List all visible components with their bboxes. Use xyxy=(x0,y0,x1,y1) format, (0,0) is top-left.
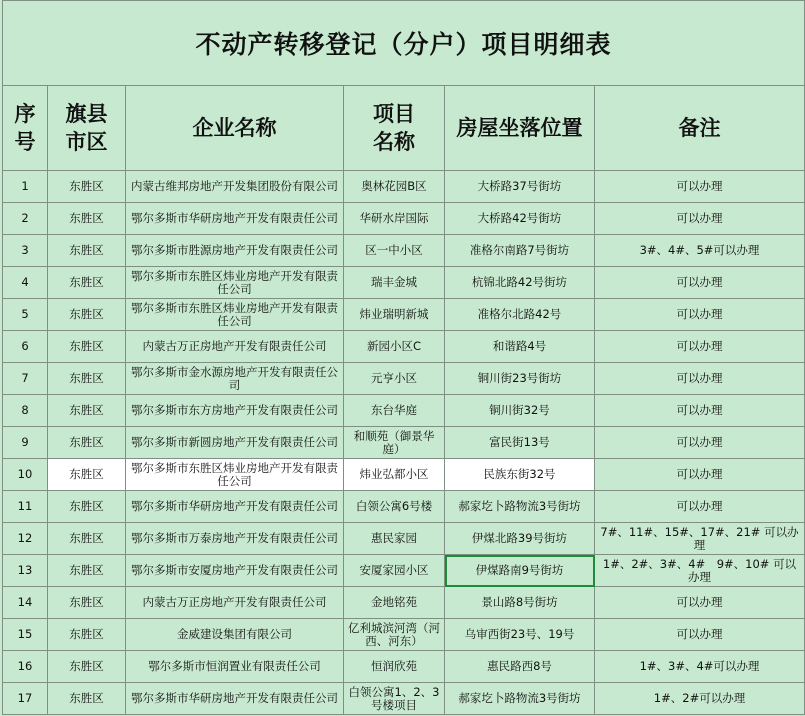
cell-district[interactable]: 东胜区 xyxy=(48,587,126,619)
table-row xyxy=(3,587,805,619)
cell-location-selected[interactable]: 伊煤路南9号街坊 xyxy=(445,555,595,587)
cell-project[interactable]: 亿利城滨河湾（河西、河东） xyxy=(344,619,445,651)
cell-project[interactable]: 白领公寓6号楼 xyxy=(344,491,445,523)
cell-no[interactable]: 11 xyxy=(3,491,48,523)
cell-location[interactable]: 大桥路37号街坊 xyxy=(445,171,595,203)
cell-location[interactable]: 乌审西街23号、19号 xyxy=(445,619,595,651)
cell-project[interactable]: 炜业瑞明新城 xyxy=(344,299,445,331)
cell-project[interactable]: 恒润欣苑 xyxy=(344,651,445,683)
header-project[interactable] xyxy=(344,86,445,171)
cell-remark[interactable]: 可以办理 xyxy=(595,363,805,395)
cell-project[interactable]: 安厦家园小区 xyxy=(344,555,445,587)
cell-remark[interactable]: 可以办理 xyxy=(595,587,805,619)
header-company-label: 企业名称 xyxy=(192,116,277,140)
cell-location[interactable]: 铜川街23号街坊 xyxy=(445,363,595,395)
cell-remark[interactable]: 可以办理 xyxy=(595,299,805,331)
cell-district[interactable]: 东胜区 xyxy=(48,395,126,427)
cell-no[interactable]: 16 xyxy=(3,651,48,683)
cell-remark[interactable]: 可以办理 xyxy=(595,267,805,299)
cell-project[interactable]: 区一中小区 xyxy=(344,235,445,267)
cell-no[interactable]: 7 xyxy=(3,363,48,395)
table-row xyxy=(3,619,805,651)
cell-remark[interactable]: 1#、2#可以办理 xyxy=(595,683,805,715)
cell-company[interactable]: 鄂尔多斯市东胜区炜业房地产开发有限责任公司 xyxy=(126,459,344,491)
cell-company[interactable]: 鄂尔多斯市华研房地产开发有限责任公司 xyxy=(126,491,344,523)
cell-no[interactable]: 9 xyxy=(3,427,48,459)
cell-company[interactable]: 鄂尔多斯市安厦房地产开发有限责任公司 xyxy=(126,555,344,587)
header-remark[interactable] xyxy=(595,86,805,171)
cell-company[interactable]: 内蒙古维邦房地产开发集团股份有限公司 xyxy=(126,171,344,203)
cell-company[interactable]: 鄂尔多斯市金水源房地产开发有限责任公司 xyxy=(126,363,344,395)
cell-location[interactable]: 伊煤北路39号街坊 xyxy=(445,523,595,555)
cell-company[interactable]: 鄂尔多斯市东胜区炜业房地产开发有限责任公司 xyxy=(126,267,344,299)
cell-project[interactable]: 元亨小区 xyxy=(344,363,445,395)
cell-remark[interactable]: 可以办理 xyxy=(595,331,805,363)
cell-no[interactable]: 10 xyxy=(3,459,48,491)
table-row xyxy=(3,491,805,523)
cell-district[interactable]: 东胜区 xyxy=(48,683,126,715)
cell-district[interactable]: 东胜区 xyxy=(48,363,126,395)
cell-location[interactable]: 准格尔北路42号 xyxy=(445,299,595,331)
header-remark-label: 备注 xyxy=(678,116,721,140)
cell-location[interactable]: 大桥路42号街坊 xyxy=(445,203,595,235)
cell-company[interactable]: 鄂尔多斯市东胜区炜业房地产开发有限责任公司 xyxy=(126,299,344,331)
cell-no[interactable]: 6 xyxy=(3,331,48,363)
cell-district[interactable]: 东胜区 xyxy=(48,171,126,203)
cell-no[interactable]: 5 xyxy=(3,299,48,331)
cell-project[interactable]: 白领公寓1、2、3号楼项目 xyxy=(344,683,445,715)
cell-no[interactable]: 17 xyxy=(3,683,48,715)
cell-location[interactable]: 铜川街32号 xyxy=(445,395,595,427)
table-row xyxy=(3,523,805,555)
header-company[interactable] xyxy=(126,86,344,171)
table-row xyxy=(3,363,805,395)
cell-remark[interactable]: 1#、3#、4#可以办理 xyxy=(595,651,805,683)
cell-company[interactable]: 鄂尔多斯市恒润置业有限责任公司 xyxy=(126,651,344,683)
table-row xyxy=(3,555,805,587)
header-project-label: 项目名称 xyxy=(373,102,415,154)
table-row xyxy=(3,331,805,363)
cell-no[interactable]: 15 xyxy=(3,619,48,651)
cell-district[interactable]: 东胜区 xyxy=(48,299,126,331)
cell-location[interactable]: 民族东街32号 xyxy=(445,459,595,491)
table-row xyxy=(3,395,805,427)
cell-remark[interactable]: 可以办理 xyxy=(595,619,805,651)
cell-no[interactable]: 4 xyxy=(3,267,48,299)
cell-project[interactable]: 奥林花园B区 xyxy=(344,171,445,203)
detail-table xyxy=(2,0,805,715)
cell-company[interactable]: 鄂尔多斯市万泰房地产开发有限责任公司 xyxy=(126,523,344,555)
cell-project[interactable]: 和顺苑（御景华庭） xyxy=(344,427,445,459)
cell-remark[interactable]: 可以办理 xyxy=(595,395,805,427)
cell-district[interactable]: 东胜区 xyxy=(48,267,126,299)
cell-district[interactable]: 东胜区 xyxy=(48,619,126,651)
cell-company[interactable]: 鄂尔多斯市新圆房地产开发有限责任公司 xyxy=(126,427,344,459)
cell-location[interactable]: 郝家圪卜路物流3号街坊 xyxy=(445,683,595,715)
cell-no[interactable]: 13 xyxy=(3,555,48,587)
header-district-label: 旗县市区 xyxy=(65,102,108,154)
header-no[interactable] xyxy=(3,86,48,171)
cell-location[interactable]: 和谐路4号 xyxy=(445,331,595,363)
cell-company[interactable]: 鄂尔多斯市东方房地产开发有限责任公司 xyxy=(126,395,344,427)
cell-project[interactable]: 东台华庭 xyxy=(344,395,445,427)
table-row xyxy=(3,459,805,491)
table-row xyxy=(3,235,805,267)
header-location-label: 房屋坐落位置 xyxy=(456,116,583,140)
cell-location[interactable]: 郝家圪卜路物流3号街坊 xyxy=(445,491,595,523)
table-row xyxy=(3,203,805,235)
table-title[interactable]: 不动产转移登记（分户）项目明细表 xyxy=(3,1,805,86)
table-row xyxy=(3,171,805,203)
cell-district[interactable]: 东胜区 xyxy=(48,651,126,683)
cell-remark[interactable]: 1#、2#、3#、4# 9#、10# 可以办理 xyxy=(595,555,805,587)
header-no-label: 序号 xyxy=(14,102,36,154)
table-row xyxy=(3,427,805,459)
cell-location[interactable]: 惠民路西8号 xyxy=(445,651,595,683)
cell-district[interactable]: 东胜区 xyxy=(48,427,126,459)
table-row xyxy=(3,683,805,715)
table-row xyxy=(3,651,805,683)
cell-company[interactable]: 金威建设集团有限公司 xyxy=(126,619,344,651)
cell-no[interactable]: 8 xyxy=(3,395,48,427)
cell-location[interactable]: 富民街13号 xyxy=(445,427,595,459)
cell-remark[interactable]: 可以办理 xyxy=(595,203,805,235)
cell-company[interactable]: 鄂尔多斯市胜源房地产开发有限责任公司 xyxy=(126,235,344,267)
cell-project[interactable]: 瑞丰金城 xyxy=(344,267,445,299)
cell-company[interactable]: 鄂尔多斯市华研房地产开发有限责任公司 xyxy=(126,683,344,715)
cell-remark[interactable]: 3#、4#、5#可以办理 xyxy=(595,235,805,267)
cell-district[interactable]: 东胜区 xyxy=(48,523,126,555)
header-location[interactable] xyxy=(445,86,595,171)
cell-district[interactable]: 东胜区 xyxy=(48,459,126,491)
cell-no[interactable]: 1 xyxy=(3,171,48,203)
header-district[interactable] xyxy=(48,86,126,171)
cell-no[interactable]: 3 xyxy=(3,235,48,267)
cell-company[interactable]: 内蒙古万正房地产开发有限责任公司 xyxy=(126,331,344,363)
cell-district[interactable]: 东胜区 xyxy=(48,491,126,523)
cell-no[interactable]: 2 xyxy=(3,203,48,235)
cell-project[interactable]: 新园小区C xyxy=(344,331,445,363)
cell-location[interactable]: 准格尔南路7号街坊 xyxy=(445,235,595,267)
cell-location[interactable]: 杭锦北路42号街坊 xyxy=(445,267,595,299)
cell-company[interactable]: 内蒙古万正房地产开发有限责任公司 xyxy=(126,587,344,619)
cell-project[interactable]: 华研水岸国际 xyxy=(344,203,445,235)
cell-project[interactable]: 惠民家园 xyxy=(344,523,445,555)
cell-remark[interactable]: 可以办理 xyxy=(595,491,805,523)
cell-remark[interactable]: 7#、11#、15#、17#、21# 可以办理 xyxy=(595,523,805,555)
table-row xyxy=(3,267,805,299)
cell-district[interactable]: 东胜区 xyxy=(48,555,126,587)
cell-district[interactable]: 东胜区 xyxy=(48,235,126,267)
cell-remark[interactable]: 可以办理 xyxy=(595,459,805,491)
cell-remark[interactable]: 可以办理 xyxy=(595,171,805,203)
cell-project[interactable]: 炜业弘都小区 xyxy=(344,459,445,491)
cell-remark[interactable]: 可以办理 xyxy=(595,427,805,459)
table-row xyxy=(3,299,805,331)
cell-no[interactable]: 14 xyxy=(3,587,48,619)
cell-location[interactable]: 景山路8号街坊 xyxy=(445,587,595,619)
cell-district[interactable]: 东胜区 xyxy=(48,203,126,235)
cell-project[interactable]: 金地铭苑 xyxy=(344,587,445,619)
cell-district[interactable]: 东胜区 xyxy=(48,331,126,363)
cell-no[interactable]: 12 xyxy=(3,523,48,555)
cell-company[interactable]: 鄂尔多斯市华研房地产开发有限责任公司 xyxy=(126,203,344,235)
